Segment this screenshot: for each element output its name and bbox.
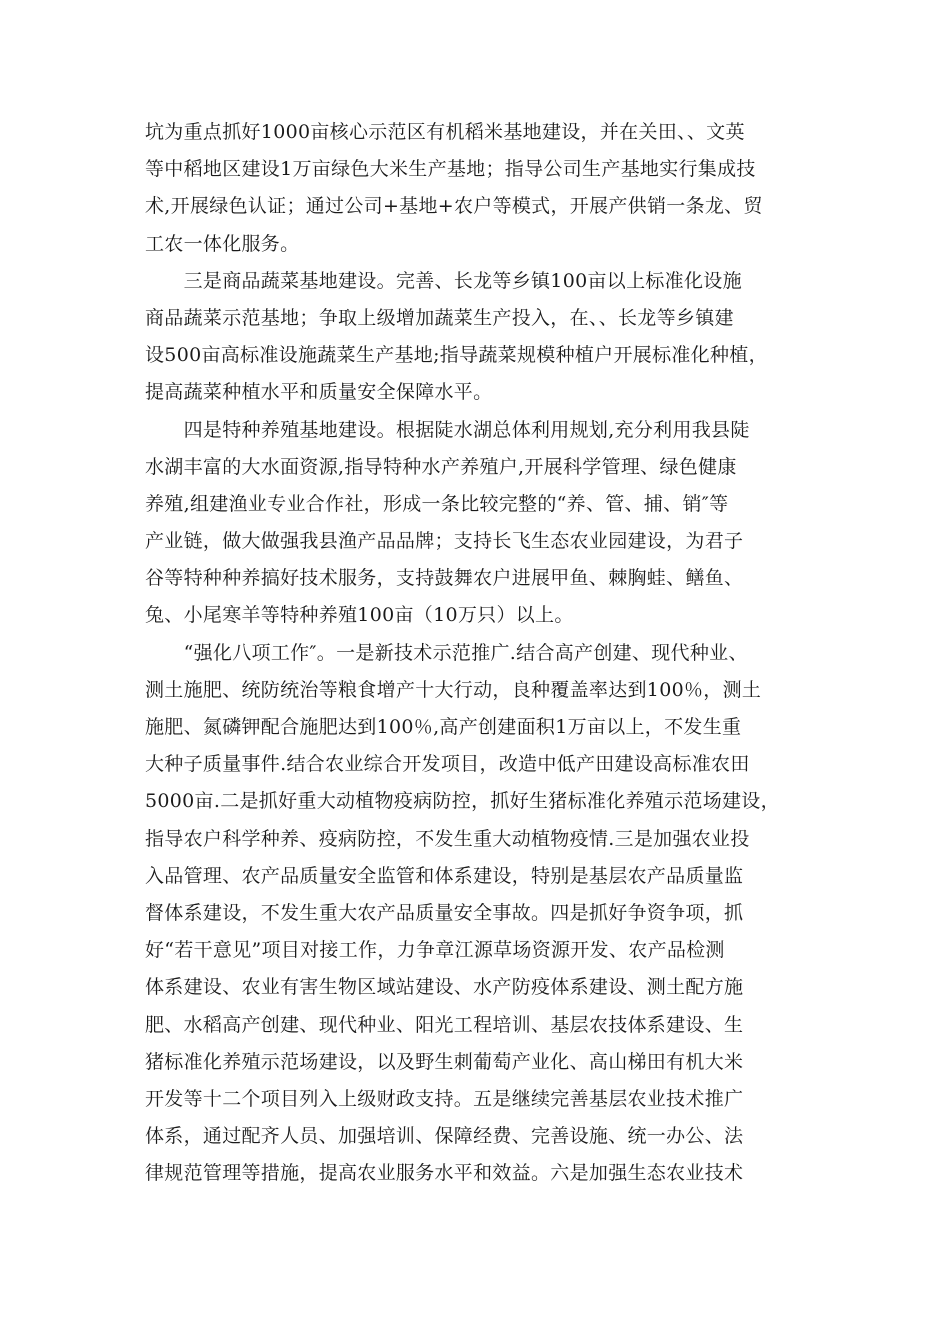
text-line: 5000亩.二是抓好重大动植物疫病防控，抓好生猪标准化养殖示范场建设， xyxy=(145,790,780,813)
text-line: 产业链，做大做强我县渔产品品牌；支持长飞生态农业园建设，为君子 xyxy=(145,530,744,553)
text-line: 水湖丰富的大水面资源,指导特种水产养殖户,开展科学管理、绿色健康 xyxy=(145,455,737,478)
text-line: 商品蔬菜示范基地；争取上级增加蔬菜生产投入，在、、长龙等乡镇建 xyxy=(145,306,734,329)
text-line: 律规范管理等措施，提高农业服务水平和效益。六是加强生态农业技术 xyxy=(145,1162,744,1185)
text-line: 大种子质量事件.结合农业综合开发项目，改造中低产田建设高标准农田 xyxy=(145,753,750,776)
text-line: 体系建设、农业有害生物区域站建设、水产防疫体系建设、测土配方施 xyxy=(145,976,744,999)
text-line: 测土施肥、统防统治等粮食增产十大行动，良种覆盖率达到100％，测土 xyxy=(145,678,762,701)
text-line: 肥、水稻高产创建、现代种业、阳光工程培训、基层农技体系建设、生 xyxy=(145,1013,744,1036)
text-line: 养殖,组建渔业专业合作社，形成一条比较完整的“养、管、捕、销″等 xyxy=(145,492,729,515)
text-line: 体系，通过配齐人员、加强培训、保障经费、完善设施、统一办公、法 xyxy=(145,1125,744,1148)
text-line: 督体系建设，不发生重大农产品质量安全事故。四是抓好争资争项，抓 xyxy=(145,901,744,924)
text-line: 三是商品蔬菜基地建设。完善、长龙等乡镇100亩以上标准化设施 xyxy=(145,269,742,292)
text-line: 提高蔬菜种植水平和质量安全保障水平。 xyxy=(145,381,493,404)
text-line: 设500亩高标准设施蔬菜生产基地;指导蔬菜规模种植户开展标准化种植， xyxy=(145,344,768,367)
text-line: 入品管理、农产品质量安全监管和体系建设，特别是基层农产品质量监 xyxy=(145,864,744,887)
text-line: 工农一体化服务。 xyxy=(145,232,300,255)
text-line: 术,开展绿色认证；通过公司+基地+农户等模式，开展产供销一条龙、贸 xyxy=(145,195,763,218)
text-line: 施肥、氮磷钾配合施肥达到100％,高产创建面积1万亩以上，不发生重 xyxy=(145,716,742,738)
text-line: 四是特种养殖基地建设。根据陡水湖总体利用规划,充分利用我县陡 xyxy=(145,418,750,441)
text-line: 开发等十二个项目列入上级财政支持。五是继续完善基层农业技术推广 xyxy=(145,1087,744,1110)
text-line: 坑为重点抓好1000亩核心示范区有机稻米基地建设，并在关田、、文英 xyxy=(145,121,745,143)
text-line: 谷等特种种养搞好技术服务，支持鼓舞农户进展甲鱼、棘胸蛙、鳝鱼、 xyxy=(145,567,744,590)
text-line: 指导农户科学种养、疫病防控，不发生重大动植物疫情.三是加强农业投 xyxy=(145,827,750,850)
document-body xyxy=(145,114,825,1192)
text-line: “强化八项工作″。一是新技术示范推广.结合高产创建、现代种业、 xyxy=(145,641,748,664)
text-line: 等中稻地区建设1万亩绿色大米生产基地；指导公司生产基地实行集成技 xyxy=(145,158,756,181)
text-line: 兔、小尾寒羊等特种养殖100亩（10万只）以上。 xyxy=(145,604,574,627)
text-line: 猪标准化养殖示范场建设，以及野生刺葡萄产业化、高山梯田有机大米 xyxy=(145,1050,744,1073)
text-line: 好“若干意见”项目对接工作，力争章江源草场资源开发、农产品检测 xyxy=(145,939,725,962)
